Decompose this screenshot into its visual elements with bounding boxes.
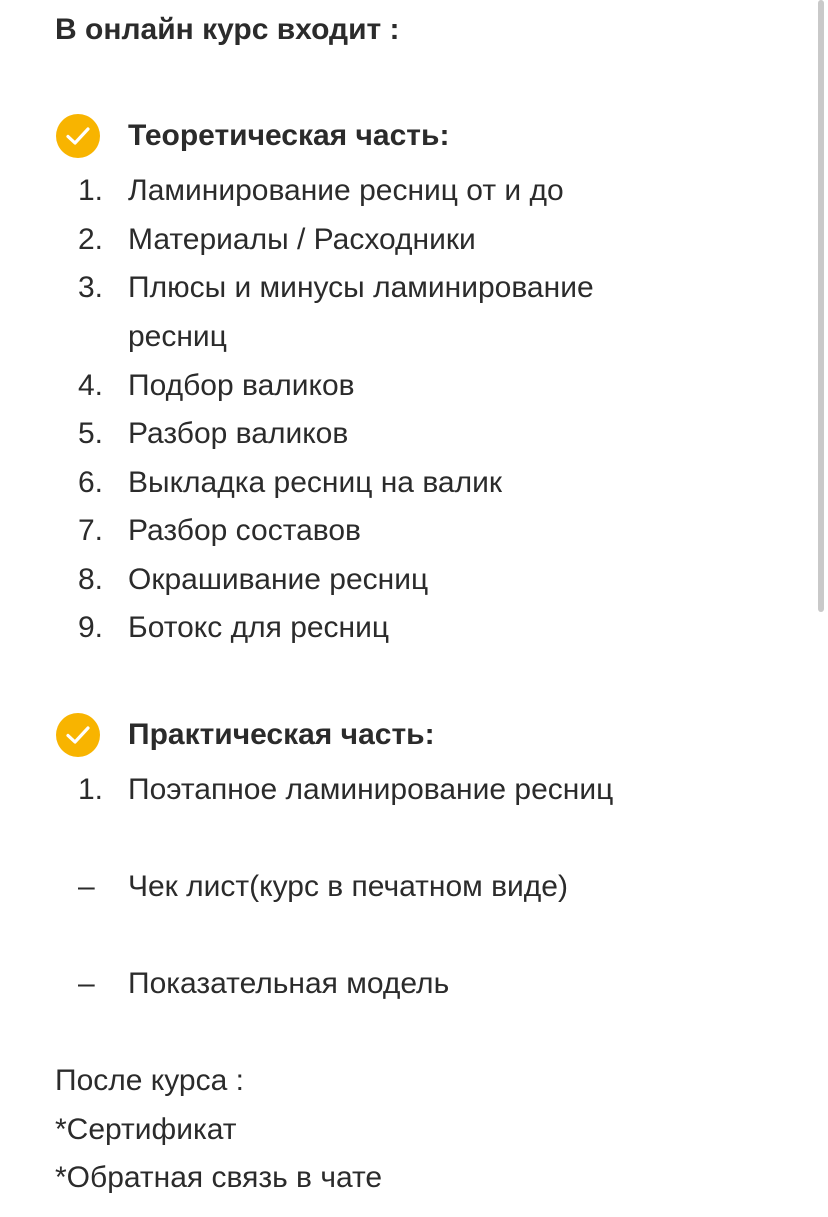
list-item-text: Поэтапное ламинирование ресниц: [128, 773, 614, 806]
list-number: 5.: [78, 417, 104, 450]
theory-section-title: Теоретическая часть:: [128, 119, 450, 152]
list-number: 1.: [78, 773, 104, 806]
after-course-title: После курса :: [55, 1064, 244, 1097]
dash-marker: –: [78, 870, 95, 903]
list-item-text: Ламинирование ресниц от и до: [128, 174, 564, 207]
after-course-item: *Сертификат: [55, 1113, 237, 1146]
list-number: 9.: [78, 611, 104, 644]
list-number: 2.: [78, 223, 104, 256]
list-item-text: ресниц: [128, 320, 227, 353]
list-number: 4.: [78, 369, 104, 402]
list-item-text: Окрашивание ресниц: [128, 563, 429, 596]
list-item-text: Разбор составов: [128, 514, 361, 547]
page-title: В онлайн курс входит :: [55, 13, 400, 46]
list-number: 7.: [78, 514, 104, 547]
check-circle-icon: [56, 114, 100, 158]
list-item-text: Выкладка ресниц на валик: [128, 466, 503, 499]
list-number: 3.: [78, 271, 104, 304]
check-circle-icon: [56, 713, 100, 757]
practice-section-title: Практическая часть:: [128, 718, 435, 751]
list-number: 6.: [78, 466, 104, 499]
list-item-text: Плюсы и минусы ламинирование: [128, 271, 594, 304]
list-item-text: Разбор валиков: [128, 417, 349, 450]
list-item-text: Показательная модель: [128, 967, 450, 1000]
vertical-scrollbar[interactable]: [818, 0, 824, 612]
list-item-text: Чек лист(курс в печатном виде): [128, 870, 568, 903]
after-course-item: *Обратная связь в чате: [55, 1161, 383, 1194]
list-number: 8.: [78, 563, 104, 596]
list-item-text: Материалы / Расходники: [128, 223, 476, 256]
list-item-text: Подбор валиков: [128, 369, 355, 402]
list-item-text: Ботокс для ресниц: [128, 611, 390, 644]
list-number: 1.: [78, 174, 104, 207]
dash-marker: –: [78, 967, 95, 1000]
